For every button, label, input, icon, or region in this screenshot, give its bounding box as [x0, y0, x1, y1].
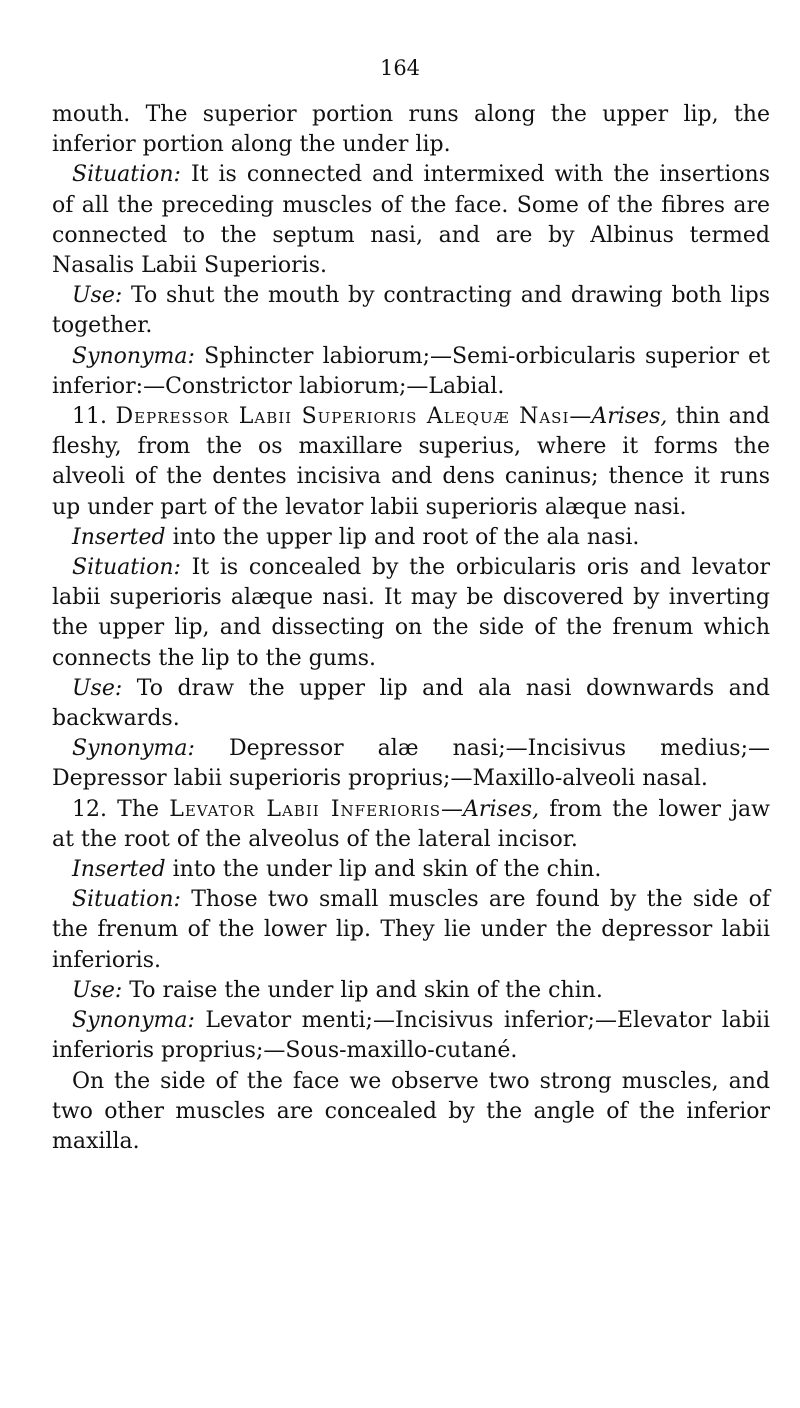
- inserted-label: Inserted: [72, 857, 166, 883]
- synonyma-label: Synonyma:: [72, 343, 195, 369]
- paragraph-1: mouth. The superior portion runs along the upper lip, the inferior portion along the under lip.: [52, 102, 770, 158]
- use-label: Use:: [72, 977, 123, 1003]
- paragraph-text: Sphincter labiorum;—Semi-orbicularis superior et inferior:—Constrictor labiorum;—Labial.: [52, 343, 770, 399]
- paragraph-text: Levator menti;—Incisivus inferior;—Elevator labii inferioris proprius;—Sous-maxillo-cutané.: [52, 1008, 770, 1064]
- paragraph-text: Depressor alæ nasi;—Incisivus medius;—Depressor labii superioris proprius;—Maxillo-alveoli nasal.: [52, 736, 770, 792]
- paragraph-6: [52, 523, 770, 553]
- paragraph-text: To raise the under lip and skin of the chin.: [122, 977, 603, 1003]
- paragraph-text: into the upper lip and root of the ala nasi.: [165, 524, 640, 550]
- muscle-number: 11.: [72, 404, 116, 430]
- paragraph-5-muscle-11: [52, 402, 770, 523]
- paragraph-3: [52, 281, 770, 341]
- paragraph-14: [52, 1006, 770, 1066]
- situation-label: Situation:: [72, 162, 181, 188]
- use-label: Use:: [72, 283, 123, 309]
- arises-label: Arises,: [591, 404, 668, 430]
- muscle-title: Depressor Labii Superioris Alequæ Nasi: [115, 404, 570, 430]
- paragraph-13: [52, 976, 770, 1006]
- situation-label: Situation:: [72, 555, 181, 581]
- dash: —: [441, 796, 464, 822]
- arises-label: Arises,: [463, 796, 540, 822]
- paragraph-text: To draw the upper lip and ala nasi downwards and backwards.: [52, 675, 770, 732]
- body-text: [52, 100, 770, 1157]
- paragraph-9: [52, 734, 770, 794]
- inserted-label: Inserted: [72, 524, 166, 550]
- use-label: Use:: [72, 675, 123, 701]
- muscle-number: 12. The: [72, 796, 170, 822]
- paragraph-text: into the under lip and skin of the chin.: [165, 857, 602, 883]
- paragraph-15: On the side of the face we observe two strong muscles, and two other muscles are concealed by the angle of the inferior maxilla.: [52, 1068, 770, 1154]
- paragraph-text: Those two small muscles are found by the side of the frenum of the lower lip. They lie under the depressor labii inferioris.: [52, 887, 770, 973]
- situation-label: Situation:: [72, 887, 181, 913]
- paragraph-text: It is concealed by the orbicularis oris and levator labii superioris alæque nasi. It may be discovered by inverting the upper lip, and dissecting on the side of the frenum which connects the lip to the gums.: [52, 555, 770, 671]
- synonyma-label: Synonyma:: [72, 736, 195, 762]
- paragraph-2: [52, 160, 770, 281]
- paragraph-11: [52, 855, 770, 885]
- muscle-title: Levator Labii Inferioris: [169, 796, 442, 822]
- paragraph-text: It is connected and intermixed with the insertions of all the preceding muscles of the face. Some of the fibres are connected to the septum nasi, and are by Albinus termed Nasalis Labii Superioris.: [52, 162, 770, 279]
- paragraph-12: [52, 885, 770, 976]
- paragraph-10-muscle-12: [52, 795, 770, 855]
- synonyma-label: Synonyma:: [72, 1008, 195, 1034]
- paragraph-7: [52, 553, 770, 674]
- paragraph-text: To shut the mouth by contracting and drawing both lips together.: [52, 283, 770, 339]
- paragraph-8: [52, 674, 770, 734]
- page-number: 164: [379, 56, 421, 80]
- paragraph-text: thin and fleshy, from the os maxillare superius, where it forms the alveoli of the dentes incisiva and dens caninus; thence it runs up under part of the levator labii superioris alæque nasi.: [52, 404, 770, 520]
- paragraph-text: from the lower jaw at the root of the alveolus of the lateral incisor.: [52, 796, 771, 852]
- paragraph-4: [52, 342, 770, 402]
- dash: —: [569, 404, 592, 430]
